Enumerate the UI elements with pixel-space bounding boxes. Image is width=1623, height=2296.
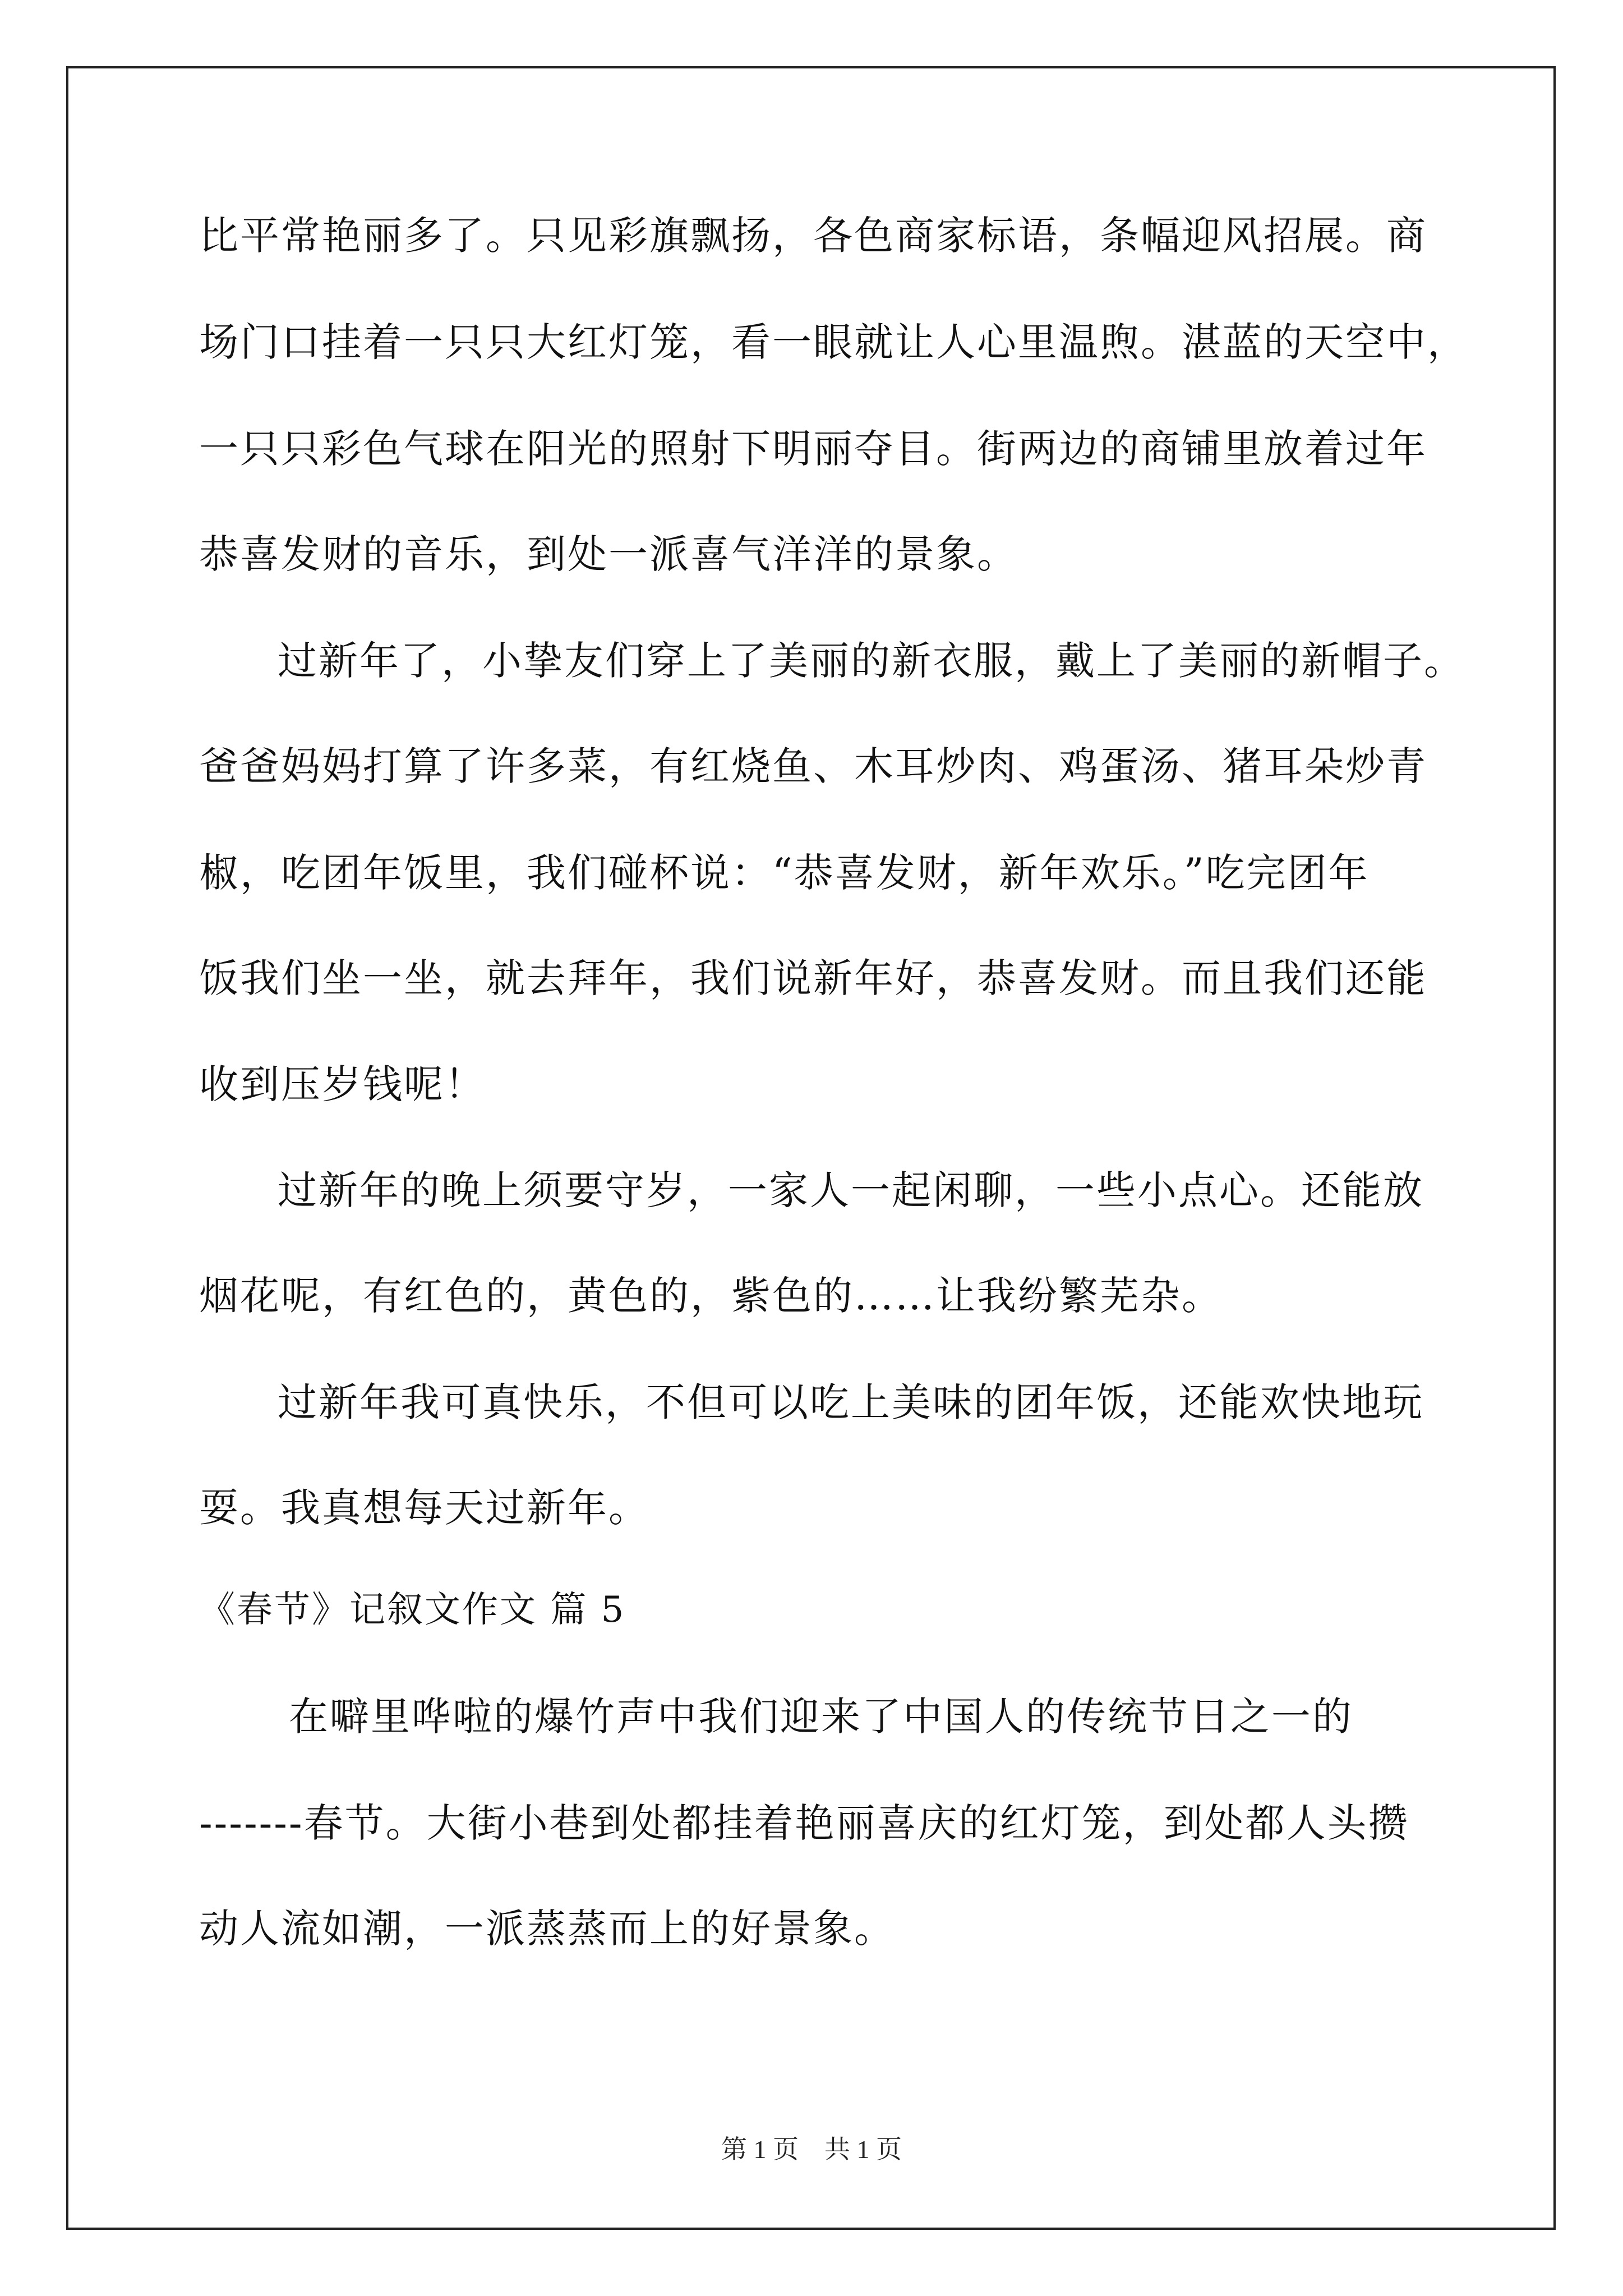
paragraph-first-line: 过新年我可真快乐，不但可以吃上美味的团年饭，还能欢快地玩 [278,1379,1424,1425]
paragraph-first-line: 过新年了，小挚友们穿上了美丽的新衣服，戴上了美丽的新帽子。 [278,638,1465,684]
text-line: 一只只彩色气球在阳光的照射下明丽夺目。街两边的商铺里放着过年 [199,426,1427,472]
text-line: 收到压岁钱呢！ [199,1061,486,1107]
text-line: 恭喜发财的音乐，到处一派喜气洋洋的景象。 [199,531,1018,577]
text-line: 饭我们坐一坐，就去拜年，我们说新年好，恭喜发财。而且我们还能 [199,955,1427,1001]
section-title: 《春节》记叙文作文 篇 5 [199,1589,626,1631]
text-line: 爸爸妈妈打算了许多菜，有红烧鱼、木耳炒肉、鸡蛋汤、猪耳朵炒青 [199,743,1427,789]
paragraph-first-line: 过新年的晚上须要守岁，一家人一起闲聊，一些小点心。还能放 [278,1167,1424,1213]
text-line: 动人流如潮，一派蒸蒸而上的好景象。 [199,1906,895,1952]
text-line: 耍。我真想每天过新年。 [199,1485,649,1531]
text-line: -------春节。大街小巷到处都挂着艳丽喜庆的红灯笼，到处都人头攒 [199,1800,1409,1846]
page-footer: 第 1 页 共 1 页 [721,2135,902,2164]
text-line: 椒，吃团年饭里，我们碰杯说：“恭喜发财，新年欢乐。”吃完团年 [199,850,1370,896]
text-line: 比平常艳丽多了。只见彩旗飘扬，各色商家标语，条幅迎风招展。商 [199,213,1427,259]
text-line: 烟花呢，有红色的，黄色的，紫色的……让我纷繁芜杂。 [199,1273,1223,1319]
paragraph-first-line: 在噼里哗啦的爆竹声中我们迎来了中国人的传统节日之一的 [289,1694,1353,1740]
text-line: 场门口挂着一只只大红灯笼，看一眼就让人心里温煦。湛蓝的天空中， [199,319,1468,365]
